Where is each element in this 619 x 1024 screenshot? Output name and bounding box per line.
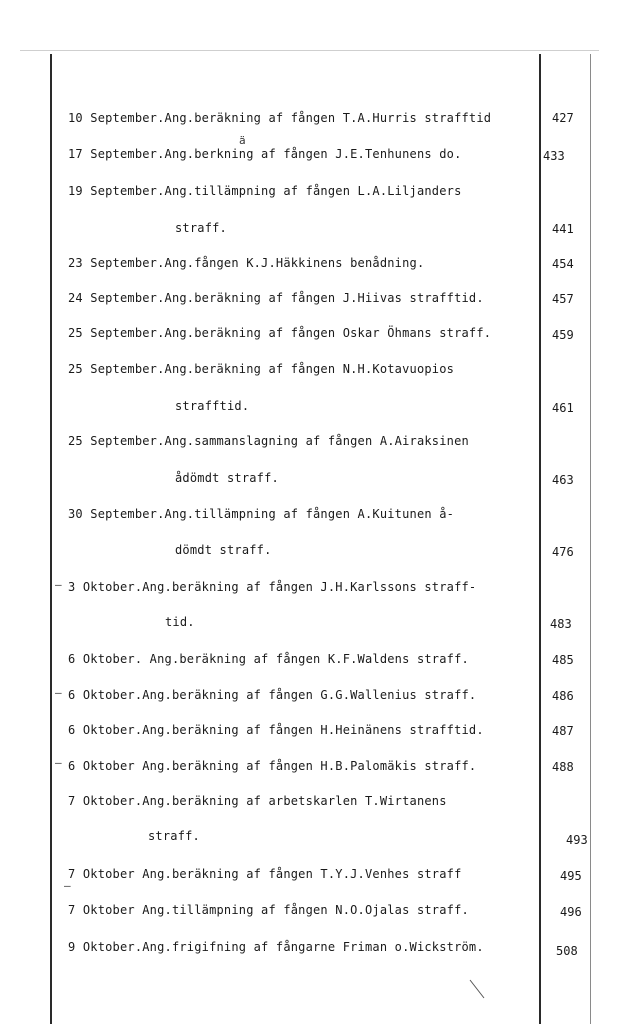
page-column-rule	[539, 54, 541, 1024]
entry-line: 6 Oktober. Ang.beräkning af fången K.F.Waldens straff.	[68, 652, 469, 666]
entry-line: 25 September.Ang.sammanslagning af fången A.Airaksinen	[68, 434, 469, 448]
entry-page: 454	[552, 257, 574, 271]
insert-mark: ä	[239, 134, 246, 147]
entry-continuation: strafftid.	[175, 399, 250, 413]
entry-line: 30 September.Ang.tillämpning af fången A.Kuitunen å-	[68, 507, 455, 521]
left-margin-rule	[50, 54, 52, 1024]
entry-page: 483	[550, 617, 572, 631]
entry-continuation: ådömdt straff.	[175, 471, 279, 485]
entry-page: 433	[543, 149, 565, 163]
entry-line: 24 September.Ang.beräkning af fången J.Hiivas strafftid.	[68, 291, 484, 305]
entry-page: 493	[566, 833, 588, 847]
entry-page: 476	[552, 545, 574, 559]
entry-line: 6 Oktober.Ang.beräkning af fången H.Heinänens strafftid.	[68, 723, 484, 737]
entry-continuation: tid.	[165, 615, 195, 629]
entry-page: 487	[552, 724, 574, 738]
entry-line: 19 September.Ang.tillämpning af fången L.A.Liljanders	[68, 184, 462, 198]
entry-continuation: straff.	[148, 829, 200, 843]
top-rule	[20, 50, 599, 51]
entry-page: 486	[552, 689, 574, 703]
entry-continuation: straff.	[175, 221, 227, 235]
dash-mark: –	[55, 756, 62, 769]
entry-page: 427	[552, 111, 574, 125]
entry-page: 463	[552, 473, 574, 487]
pencil-stroke-icon	[468, 978, 488, 1002]
entry-line: 25 September.Ang.beräkning af fången Oskar Öhmans straff.	[68, 326, 492, 340]
entry-page: 508	[556, 944, 578, 958]
entry-line: 10 September.Ang.beräkning af fången T.A.Hurris strafftid	[68, 111, 492, 125]
entry-page: 441	[552, 222, 574, 236]
entry-line: 9 Oktober.Ang.frigifning af fångarne Friman o.Wickström.	[68, 940, 484, 954]
entry-page: 461	[552, 401, 574, 415]
entry-line: 7 Oktober.Ang.beräkning af arbetskarlen T.Wirtanens	[68, 794, 447, 808]
entry-line: 6 Oktober Ang.beräkning af fången H.B.Palomäkis straff.	[68, 759, 477, 773]
entry-line: 17 September.Ang.berkning af fången J.E.Tenhunens do.	[68, 147, 462, 161]
entry-page: 495	[560, 869, 582, 883]
entry-page: 459	[552, 328, 574, 342]
entry-line: 3 Oktober.Ang.beräkning af fången J.H.Karlssons straff-	[68, 580, 477, 594]
entry-line: 25 September.Ang.beräkning af fången N.H.Kotavuopios	[68, 362, 455, 376]
entry-line: 6 Oktober.Ang.beräkning af fången G.G.Wallenius straff.	[68, 688, 477, 702]
entry-page: 485	[552, 653, 574, 667]
entry-page: 488	[552, 760, 574, 774]
dash-mark: –	[64, 879, 71, 892]
entry-line: 23 September.Ang.fången K.J.Häkkinens benådning.	[68, 256, 425, 270]
entry-continuation: dömdt straff.	[175, 543, 272, 557]
entry-line: 7 Oktober Ang.beräkning af fången T.Y.J.Venhes straff	[68, 867, 462, 881]
right-margin-rule	[590, 54, 591, 1024]
entry-line: 7 Oktober Ang.tillämpning af fången N.O.Ojalas straff.	[68, 903, 469, 917]
dash-mark: –	[55, 578, 62, 591]
entry-page: 496	[560, 905, 582, 919]
dash-mark: –	[55, 686, 62, 699]
entry-page: 457	[552, 292, 574, 306]
